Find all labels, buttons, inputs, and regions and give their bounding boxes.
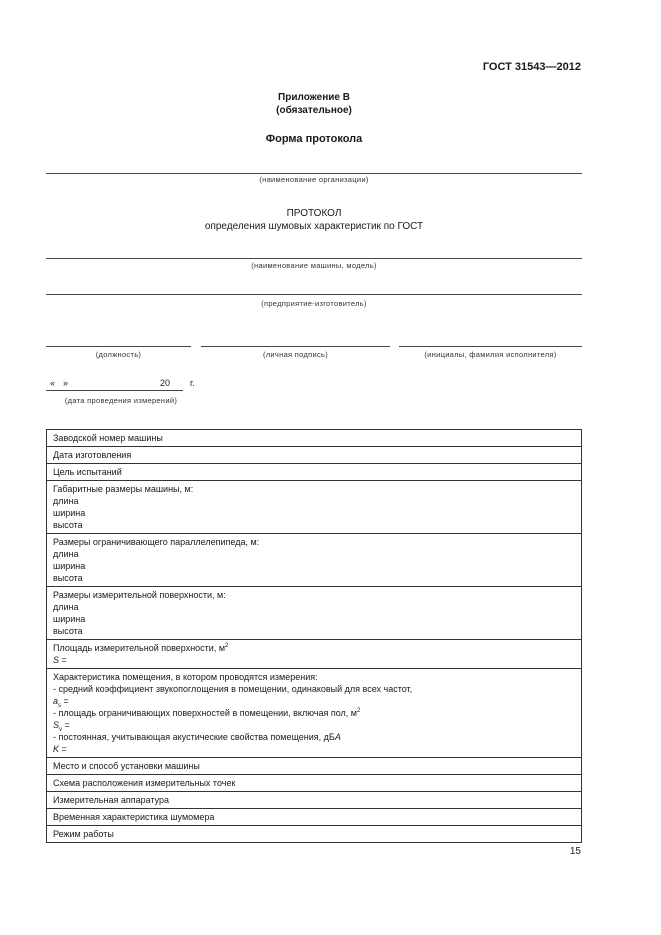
room-cell [47, 669, 582, 758]
points-scheme-cell: Схема расположения измерительных точек [47, 775, 582, 792]
room-k-symbol: K [53, 744, 60, 754]
surface-dims-label: Размеры измерительной поверхности, м: [53, 590, 226, 600]
box-dims-width: ширина [53, 561, 86, 571]
operating-mode-cell: Режим работы [47, 826, 582, 843]
room-s-sub: v [59, 726, 63, 733]
manufacturer-line [46, 294, 582, 295]
room-label: Характеристика помещения, в котором проводятся измерения: [53, 672, 318, 682]
box-dims-label: Размеры ограничивающего параллелепипеда, м: [53, 537, 260, 547]
surface-area-cell [47, 640, 582, 669]
room-item-constant-unit: А [334, 732, 341, 742]
placement-cell: Место и способ установки машины [47, 758, 582, 775]
date-close-quote: » [63, 378, 69, 388]
overall-dims-width: ширина [53, 508, 86, 518]
protocol-title: ПРОТОКОЛ [286, 208, 342, 219]
date-line [46, 390, 183, 391]
box-dims-height: высота [53, 573, 83, 583]
surface-area-exp: 2 [225, 643, 229, 649]
overall-dims-cell [47, 481, 582, 534]
surface-area-symbol: S [53, 655, 60, 665]
surface-dims-height: высота [53, 626, 83, 636]
position-line [46, 346, 191, 347]
standard-header: ГОСТ 31543—2012 [482, 61, 581, 73]
room-item-area: - площадь ограничивающих поверхностей в помещении, включая пол, м [53, 708, 357, 718]
surface-dims-length: длина [53, 602, 79, 612]
serial-number-cell: Заводской номер машины [47, 430, 582, 447]
overall-dims-length: длина [53, 496, 79, 506]
signature-line [201, 346, 390, 347]
room-a-sub: s [58, 702, 62, 709]
surface-dims-cell [47, 587, 582, 640]
manufacture-date-cell: Дата изготовления [47, 447, 582, 464]
room-item-absorption: - средний коэффициент звукопоглощения в помещении, одинаковый для всех частот, [53, 684, 413, 694]
surface-area-label: Площадь измерительной поверхности, м [53, 643, 226, 653]
surface-area-eq: = [59, 655, 67, 665]
time-characteristic-cell: Временная характеристика шумомера [47, 809, 582, 826]
protocol-subtitle: определения шумовых характеристик по ГОСТ [204, 221, 424, 232]
initials-line [399, 346, 582, 347]
test-purpose-cell: Цель испытаний [47, 464, 582, 481]
overall-dims-label: Габаритные размеры машины, м: [53, 484, 194, 494]
date-year-suffix: г. [190, 378, 195, 388]
appendix-title: Приложение В [278, 92, 350, 103]
equipment-cell: Измерительная аппаратура [47, 792, 582, 809]
room-item-area-exp: 2 [356, 708, 361, 714]
manufacturer-caption: (предприятие-изготовитель) [261, 299, 367, 308]
box-dims-cell [47, 534, 582, 587]
date-open-quote: « [50, 378, 56, 388]
room-a-eq: = [61, 696, 69, 706]
overall-dims-height: высота [53, 520, 83, 530]
protocol-table [46, 429, 582, 843]
box-dims-length: длина [53, 549, 79, 559]
machine-line [46, 258, 582, 259]
position-caption: (должность) [95, 350, 142, 359]
form-title: Форма протокола [265, 133, 363, 145]
page-number: 15 [569, 846, 581, 857]
date-caption: (дата проведения измерений) [64, 396, 178, 405]
appendix-status: (обязательное) [276, 105, 352, 116]
surface-dims-width: ширина [53, 614, 86, 624]
date-year-prefix: 20 [160, 378, 171, 388]
room-s-symbol: S [53, 720, 60, 730]
organization-caption: (наименование организации) [259, 175, 369, 184]
signature-caption: (личная подпись) [262, 350, 329, 359]
room-s-eq: = [62, 720, 70, 730]
initials-caption: (инициалы, фамилия исполнителя) [424, 350, 557, 359]
room-k-eq: = [59, 744, 67, 754]
machine-caption: (наименование машины, модель) [251, 261, 377, 270]
room-item-constant: - постоянная, учитывающая акустические свойства помещения, дБ [53, 732, 335, 742]
organization-line [46, 173, 582, 174]
room-a-symbol: a [53, 696, 59, 706]
